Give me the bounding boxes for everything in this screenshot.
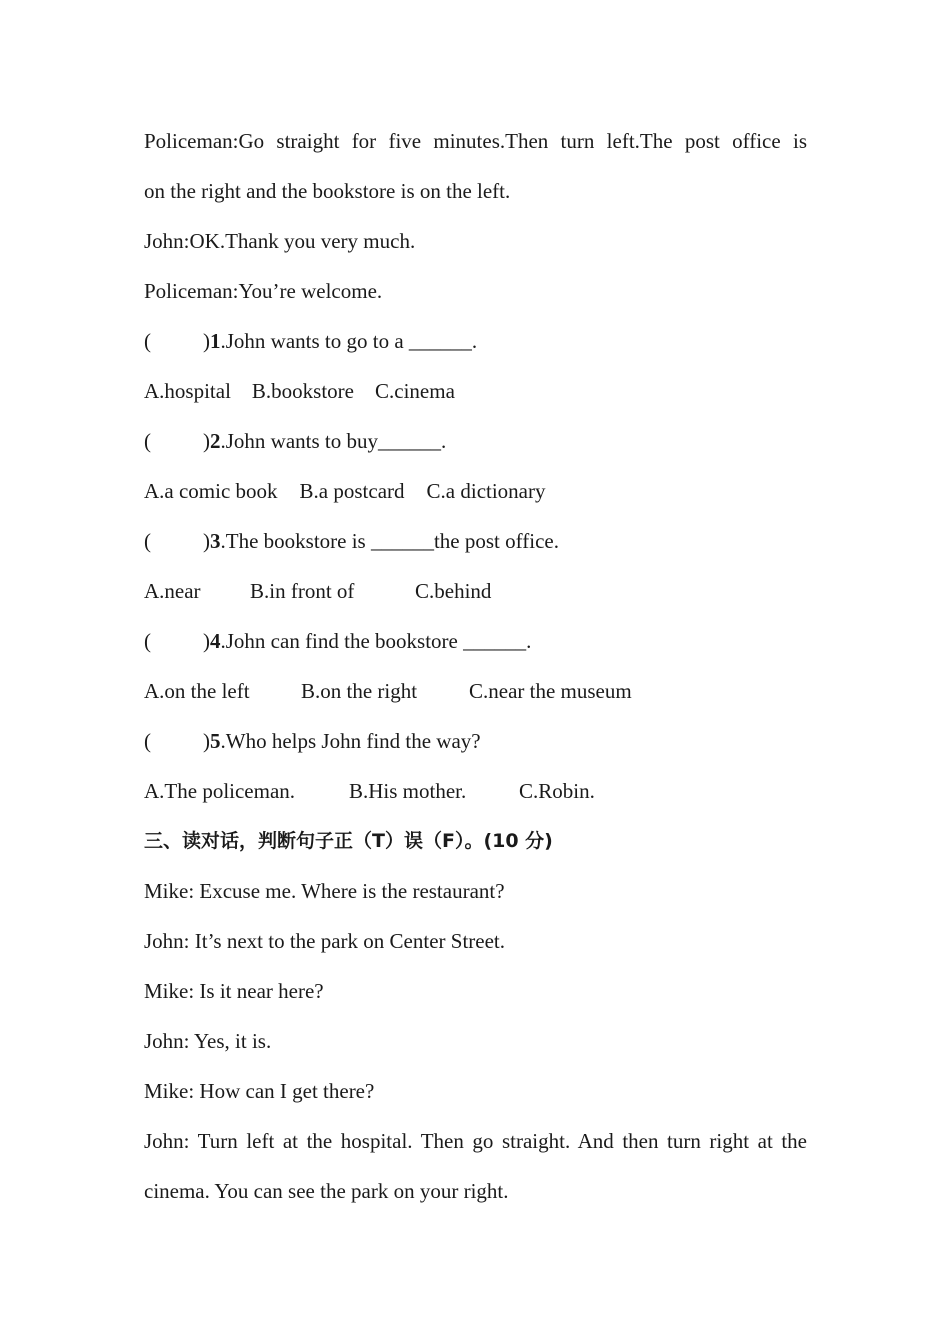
question-text: .John can find the bookstore ______.: [220, 629, 532, 653]
option-b: B.in front of: [250, 579, 355, 603]
dialogue-line-policeman-2: Policeman:You’re welcome.: [144, 279, 383, 303]
dialogue-line: Mike: Excuse me. Where is the restaurant?: [144, 879, 505, 903]
dialogue-line: Mike: Is it near here?: [144, 979, 324, 1003]
option-b: B.bookstore: [251, 379, 354, 403]
question-4-options: [144, 666, 807, 716]
option-c: C.near the museum: [469, 679, 632, 703]
option-a: A.The policeman.: [144, 779, 296, 803]
answer-blank[interactable]: (: [144, 629, 151, 653]
option-a: A.a comic book: [144, 479, 278, 503]
question-2: ( ) 2 .John wants to buy______.: [144, 416, 807, 466]
dialogue-line: John: It’s next to the park on Center Street.: [144, 929, 506, 953]
question-4: ( ) 4 .John can find the bookstore ______.: [144, 616, 807, 666]
question-number: 2: [210, 429, 221, 453]
question-text: .Who helps John find the way?: [220, 729, 481, 753]
dialogue-line: Mike: How can I get there?: [144, 1079, 375, 1103]
answer-blank[interactable]: (: [144, 529, 151, 553]
option-a: A.on the left: [144, 679, 250, 703]
section-3-heading: 三、读对话，判断句子正（T）误（F）。(10 分): [144, 830, 553, 852]
option-c: C.Robin.: [519, 779, 595, 803]
option-c: C.behind: [415, 579, 492, 603]
question-number: 3: [210, 529, 221, 553]
option-b: B.a postcard: [299, 479, 405, 503]
question-1-options: [144, 366, 807, 416]
question-text: .The bookstore is ______the post office.: [220, 529, 559, 553]
dialogue-line-policeman-1: Policeman:Go straight for five minutes.Then turn left.The post office is: [144, 129, 807, 153]
question-3-options: [144, 566, 807, 616]
dialogue-line: John: Yes, it is.: [144, 1029, 272, 1053]
dialogue-line-policeman-1-cont: on the right and the bookstore is on the left.: [144, 179, 511, 203]
option-a: A.hospital: [144, 379, 231, 403]
question-number: 1: [210, 329, 221, 353]
question-5: ( ) 5 .Who helps John find the way?: [144, 716, 807, 766]
question-1: ( ) 1 .John wants to go to a ______.: [144, 316, 807, 366]
option-a: A.near: [144, 579, 201, 603]
question-3: ( ) 3 .The bookstore is ______the post office.: [144, 516, 807, 566]
answer-blank[interactable]: (: [144, 429, 151, 453]
option-c: C.a dictionary: [426, 479, 546, 503]
answer-blank[interactable]: (: [144, 329, 151, 353]
question-number: 4: [210, 629, 221, 653]
question-number: 5: [210, 729, 221, 753]
document-page: [144, 116, 807, 1216]
question-text: .John wants to go to a ______.: [220, 329, 478, 353]
dialogue-line-john-1: John:OK.Thank you very much.: [144, 229, 416, 253]
option-c: C.cinema: [375, 379, 455, 403]
question-2-options: [144, 466, 807, 516]
question-5-options: [144, 766, 807, 816]
question-text: .John wants to buy______.: [220, 429, 447, 453]
dialogue-line: John: Turn left at the hospital. Then go straight. And then turn right at the: [144, 1129, 807, 1153]
option-b: B.on the right: [301, 679, 418, 703]
dialogue-line: cinema. You can see the park on your right.: [144, 1179, 509, 1203]
option-b: B.His mother.: [349, 779, 467, 803]
answer-blank[interactable]: (: [144, 729, 151, 753]
